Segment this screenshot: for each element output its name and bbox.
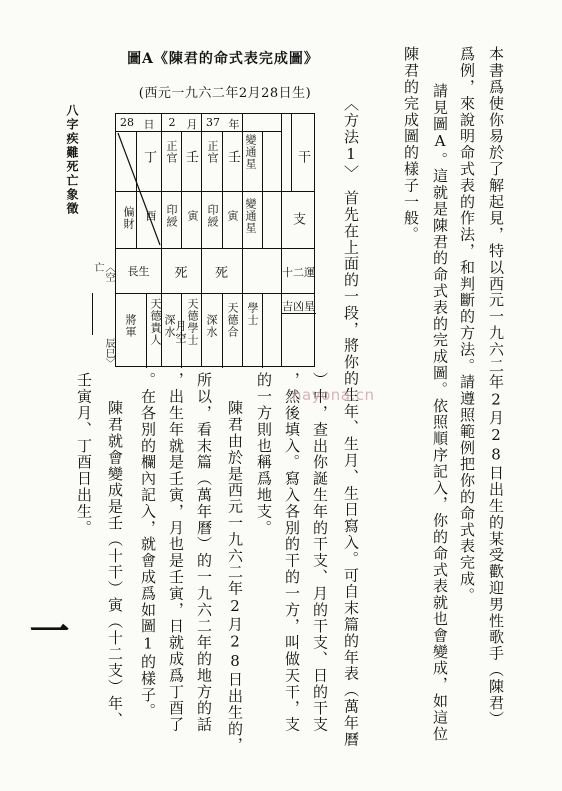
text-column-2: 爲例，來說明命式表的作法，和判斷的方法。請遵照範例把你的命式表完成。 — [458, 46, 476, 604]
text-column-8: 的一方則也稱爲地支。 — [255, 372, 273, 536]
text-column-7: ，然後填入。寫入各別的干的一方，叫做天干，支 — [283, 372, 301, 733]
running-title: 八字疾難死亡象徵 — [65, 104, 79, 216]
stem-label-top: 變通星 — [244, 134, 257, 170]
branch-year: 寅 — [226, 210, 239, 222]
stage-year: 死 — [214, 266, 228, 281]
stage-month: 死 — [174, 266, 188, 281]
void-label: 〈空亡 — [92, 262, 114, 282]
branch-year-god: 印綬 — [206, 204, 219, 228]
header-month-label: 月 — [186, 118, 198, 131]
header-day-label: 日 — [143, 118, 155, 131]
text-column-4: 陳君的完成圖的樣子一般。 — [402, 46, 420, 243]
star-day-2: 將軍 — [124, 314, 137, 338]
star-month-2: 月空 — [174, 320, 187, 344]
text-column-14: 壬寅月、丁酉日出生。 — [75, 372, 93, 536]
stage-label: 十二運 — [282, 266, 315, 279]
stage-day: 長生 — [127, 265, 150, 278]
text-column-6: ）中，查出你誕生年的干支、月的干支、日的干支 — [311, 372, 329, 733]
stem-year: 壬 — [225, 150, 240, 164]
text-column-10: 所以，看末篇（萬年曆）的一九六二年的地方的話 — [195, 372, 213, 733]
header-year-number: 37 — [206, 116, 220, 129]
star-year-3: 深水 — [205, 314, 218, 338]
branch-label: 支 — [290, 212, 305, 226]
figure-title: 圖A《陳君的命式表完成圖》 — [127, 51, 319, 67]
stem-month-god: 正官 — [165, 140, 178, 164]
text-column-9: 陳君由於是西元一九六二年2月28日出生的， — [226, 400, 244, 754]
stem-label: 干 — [295, 150, 310, 164]
text-column-5: 〈方法1〉 首先在上面的一段，將你的生年、生月、生日寫入。可自末篇的年表（萬年曆 — [342, 96, 360, 748]
void-dash — [92, 293, 114, 336]
text-column-1: 本書爲使你易於了解起見，特以西元一九六二年2月28日出生的某受歡迎男性歌手（陳君） — [487, 46, 505, 728]
branch-month: 寅 — [186, 210, 199, 222]
header-month-number: 2 — [168, 116, 176, 129]
branch-month-god: 印綬 — [165, 204, 178, 228]
star-year-1: 學士 — [246, 302, 259, 326]
star-year-2: 天德合 — [226, 302, 239, 338]
header-year-label: 年 — [228, 118, 240, 131]
text-column-3: 請見圖A。這就是陳君的命式表的完成圖。依照順序記入，你的命式表就也會變成，如這位 — [431, 83, 449, 742]
page-number: 一 — [23, 610, 70, 650]
star-day-1: 天德貴人 — [149, 298, 162, 346]
watermark: nayona.cn — [292, 386, 375, 404]
header-day-number: 28 — [120, 116, 134, 129]
diagonal-line — [116, 131, 162, 248]
birth-chart-table — [115, 113, 315, 367]
text-column-12: 。在各別的欄內記入，就會成爲如圖1的樣子。 — [139, 372, 157, 720]
text-column-11: ，出生年就是壬寅，月也是壬寅，日就成爲丁酉了 — [167, 372, 185, 733]
branch-day-god: 偏財 — [122, 206, 135, 230]
figure-subtitle: (西元一九六二年2月28日生) — [138, 86, 312, 101]
stem-day: 丁 — [141, 150, 156, 164]
branch-label-top: 變通星 — [244, 198, 257, 234]
branch-day: 酉 — [144, 210, 157, 222]
void-value: 辰巳〉 — [103, 338, 114, 369]
stem-month: 壬 — [183, 150, 198, 164]
stem-year-god: 正官 — [206, 140, 219, 164]
star-month-1: 天德學士 — [186, 298, 199, 346]
star-month-3: 深水 — [163, 314, 176, 338]
text-column-13: 陳君就會變成是壬（十干）寅（十二支）年、 — [106, 400, 124, 728]
star-label: 吉凶星 — [282, 300, 315, 313]
void-note — [92, 262, 114, 369]
